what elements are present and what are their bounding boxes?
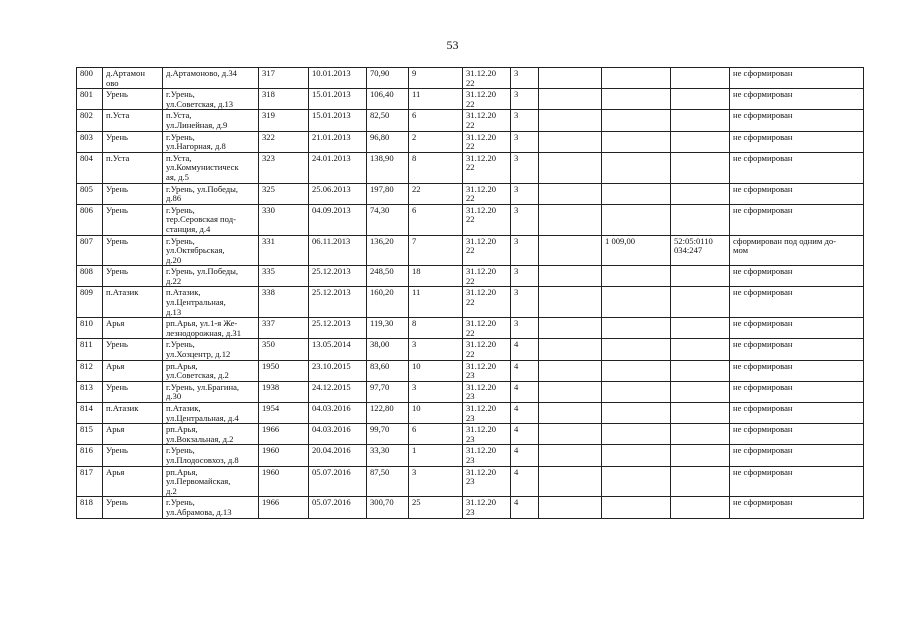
cell-land-area [602, 445, 671, 466]
cell-col7: 2 [409, 131, 463, 152]
cell-term: 31.12.20 23 [463, 403, 511, 424]
cell-cadastral-number [671, 131, 730, 152]
cell-col4: 331 [259, 235, 309, 266]
cell-col10 [539, 131, 602, 152]
cell-col10 [539, 266, 602, 287]
table-row [77, 266, 864, 287]
cell-locality: Урень [103, 339, 163, 360]
cell-term: 31.12.20 22 [463, 204, 511, 235]
cell-land-area [602, 497, 671, 518]
cell-cadastral-number [671, 204, 730, 235]
cell-locality: Урень [103, 266, 163, 287]
cell-col7: 8 [409, 318, 463, 339]
cell-col7: 6 [409, 110, 463, 131]
cell-col7: 8 [409, 152, 463, 183]
cell-col9: 4 [511, 339, 539, 360]
cell-col4: 330 [259, 204, 309, 235]
cell-col9: 4 [511, 360, 539, 381]
cell-address: рп.Арья, ул.1-я Же- лезнодорожная, д.31 [163, 318, 259, 339]
cell-number: 817 [77, 466, 103, 497]
cell-col9: 3 [511, 89, 539, 110]
table-row [77, 110, 864, 131]
cell-col9: 3 [511, 110, 539, 131]
cell-address: г.Урень, ул.Победы, д.22 [163, 266, 259, 287]
cell-cadastral-number [671, 381, 730, 402]
cell-number: 813 [77, 381, 103, 402]
cell-date: 21.01.2013 [309, 131, 367, 152]
cell-cadastral-number [671, 403, 730, 424]
cell-col7: 11 [409, 287, 463, 318]
cell-term: 31.12.20 23 [463, 497, 511, 518]
cell-date: 24.01.2013 [309, 152, 367, 183]
table-row [77, 381, 864, 402]
cell-date: 06.11.2013 [309, 235, 367, 266]
cell-status: не сформирован [730, 318, 864, 339]
cell-status: не сформирован [730, 424, 864, 445]
cell-locality: Урень [103, 497, 163, 518]
cell-col9: 3 [511, 235, 539, 266]
cell-col10 [539, 445, 602, 466]
cell-col9: 3 [511, 152, 539, 183]
cell-locality: п.Уста [103, 152, 163, 183]
cell-area: 96,80 [367, 131, 409, 152]
cell-col4: 338 [259, 287, 309, 318]
cell-number: 809 [77, 287, 103, 318]
cell-land-area [602, 381, 671, 402]
cell-address: рп.Арья, ул.Вокзальная, д.2 [163, 424, 259, 445]
cell-number: 804 [77, 152, 103, 183]
cell-locality: Арья [103, 424, 163, 445]
cell-area: 160,20 [367, 287, 409, 318]
cell-area: 138,90 [367, 152, 409, 183]
cell-address: г.Урень, ул.Абрамова, д.13 [163, 497, 259, 518]
table-row [77, 497, 864, 518]
table-row [77, 131, 864, 152]
cell-cadastral-number [671, 497, 730, 518]
cell-locality: п.Уста [103, 110, 163, 131]
cell-col9: 3 [511, 68, 539, 89]
cell-col10 [539, 68, 602, 89]
cell-status: не сформирован [730, 445, 864, 466]
cell-number: 816 [77, 445, 103, 466]
cell-land-area [602, 131, 671, 152]
table-row [77, 360, 864, 381]
cell-cadastral-number [671, 424, 730, 445]
cell-col9: 3 [511, 266, 539, 287]
cell-area: 106,40 [367, 89, 409, 110]
cell-col9: 4 [511, 403, 539, 424]
cell-status: не сформирован [730, 403, 864, 424]
cell-area: 300,70 [367, 497, 409, 518]
cell-number: 806 [77, 204, 103, 235]
cell-col4: 323 [259, 152, 309, 183]
cell-cadastral-number [671, 339, 730, 360]
cell-col4: 325 [259, 183, 309, 204]
cell-date: 05.07.2016 [309, 466, 367, 497]
cell-date: 24.12.2015 [309, 381, 367, 402]
cell-locality: Урень [103, 204, 163, 235]
cell-locality: д.Артамон ово [103, 68, 163, 89]
cell-col10 [539, 360, 602, 381]
cell-col10 [539, 183, 602, 204]
cell-number: 803 [77, 131, 103, 152]
cell-locality: Урень [103, 235, 163, 266]
cell-number: 801 [77, 89, 103, 110]
cell-col9: 3 [511, 131, 539, 152]
cell-term: 31.12.20 22 [463, 68, 511, 89]
cell-area: 99,70 [367, 424, 409, 445]
cell-address: г.Урень, ул.Брагина, д.30 [163, 381, 259, 402]
cell-cadastral-number [671, 110, 730, 131]
cell-date: 15.01.2013 [309, 110, 367, 131]
cell-col10 [539, 110, 602, 131]
cell-address: п.Уста, ул.Коммунистическ ая, д.5 [163, 152, 259, 183]
cell-date: 23.10.2015 [309, 360, 367, 381]
cell-term: 31.12.20 22 [463, 318, 511, 339]
cell-address: п.Атазик, ул.Центральная, д.4 [163, 403, 259, 424]
cell-date: 05.07.2016 [309, 497, 367, 518]
cell-land-area [602, 360, 671, 381]
cell-term: 31.12.20 23 [463, 445, 511, 466]
cell-cadastral-number [671, 89, 730, 110]
cell-land-area [602, 110, 671, 131]
cell-area: 74,30 [367, 204, 409, 235]
cell-col7: 7 [409, 235, 463, 266]
cell-number: 807 [77, 235, 103, 266]
table-row [77, 287, 864, 318]
cell-status: не сформирован [730, 339, 864, 360]
cell-col7: 10 [409, 360, 463, 381]
cell-number: 811 [77, 339, 103, 360]
table-row [77, 466, 864, 497]
cell-status: не сформирован [730, 287, 864, 318]
cell-status: не сформирован [730, 131, 864, 152]
cell-status: не сформирован [730, 266, 864, 287]
cell-cadastral-number [671, 287, 730, 318]
cell-address: г.Урень, тер.Серовская под- станция, д.4 [163, 204, 259, 235]
cell-cadastral-number [671, 266, 730, 287]
cell-date: 13.05.2014 [309, 339, 367, 360]
cell-col9: 4 [511, 381, 539, 402]
cell-col9: 3 [511, 183, 539, 204]
table-row [77, 424, 864, 445]
cell-land-area [602, 424, 671, 445]
cell-locality: Урень [103, 131, 163, 152]
cell-col10 [539, 339, 602, 360]
cell-number: 818 [77, 497, 103, 518]
cell-land-area [602, 403, 671, 424]
cell-col10 [539, 89, 602, 110]
cell-col10 [539, 497, 602, 518]
cell-term: 31.12.20 22 [463, 152, 511, 183]
cell-cadastral-number [671, 318, 730, 339]
cell-col10 [539, 318, 602, 339]
cell-term: 31.12.20 22 [463, 235, 511, 266]
cell-term: 31.12.20 23 [463, 360, 511, 381]
cell-col10 [539, 204, 602, 235]
table-row [77, 68, 864, 89]
cell-area: 83,60 [367, 360, 409, 381]
cell-address: г.Урень, ул.Хозцентр, д.12 [163, 339, 259, 360]
cell-col7: 9 [409, 68, 463, 89]
cell-col9: 3 [511, 318, 539, 339]
cell-area: 122,80 [367, 403, 409, 424]
cell-col7: 3 [409, 339, 463, 360]
cell-col4: 317 [259, 68, 309, 89]
cell-term: 31.12.20 22 [463, 339, 511, 360]
cell-col7: 6 [409, 424, 463, 445]
cell-locality: Урень [103, 89, 163, 110]
cell-term: 31.12.20 23 [463, 424, 511, 445]
cell-col4: 1950 [259, 360, 309, 381]
cell-col7: 10 [409, 403, 463, 424]
cell-date: 25.12.2013 [309, 287, 367, 318]
cell-cadastral-number: 52:05:0110 034:247 [671, 235, 730, 266]
page-number: 53 [446, 38, 459, 52]
cell-col7: 11 [409, 89, 463, 110]
cell-cadastral-number [671, 152, 730, 183]
cell-col7: 25 [409, 497, 463, 518]
cell-cadastral-number [671, 466, 730, 497]
cell-locality: Урень [103, 183, 163, 204]
cell-col7: 1 [409, 445, 463, 466]
cell-land-area [602, 183, 671, 204]
cell-number: 808 [77, 266, 103, 287]
cell-land-area [602, 266, 671, 287]
cell-area: 87,50 [367, 466, 409, 497]
cell-term: 31.12.20 22 [463, 266, 511, 287]
cell-number: 802 [77, 110, 103, 131]
cell-date: 04.03.2016 [309, 403, 367, 424]
table-row [77, 339, 864, 360]
cell-status: не сформирован [730, 360, 864, 381]
cell-land-area [602, 466, 671, 497]
cell-area: 197,80 [367, 183, 409, 204]
cell-land-area [602, 339, 671, 360]
cell-col7: 18 [409, 266, 463, 287]
cell-cadastral-number [671, 183, 730, 204]
cell-area: 33,30 [367, 445, 409, 466]
cell-col7: 6 [409, 204, 463, 235]
cell-land-area [602, 204, 671, 235]
cell-col7: 3 [409, 381, 463, 402]
cell-col9: 4 [511, 424, 539, 445]
table-row [77, 152, 864, 183]
cell-col4: 337 [259, 318, 309, 339]
cell-status: сформирован под одним до- мом [730, 235, 864, 266]
cell-number: 815 [77, 424, 103, 445]
cell-address: п.Уста, ул.Линейная, д.9 [163, 110, 259, 131]
cell-term: 31.12.20 23 [463, 466, 511, 497]
cell-locality: Арья [103, 318, 163, 339]
cell-date: 04.09.2013 [309, 204, 367, 235]
cell-land-area [602, 68, 671, 89]
cell-area: 70,90 [367, 68, 409, 89]
cell-col4: 335 [259, 266, 309, 287]
table-row [77, 235, 864, 266]
cell-col7: 3 [409, 466, 463, 497]
cell-address: п.Атазик, ул.Центральная, д.13 [163, 287, 259, 318]
cell-col4: 1966 [259, 424, 309, 445]
cell-area: 136,20 [367, 235, 409, 266]
cell-address: г.Урень, ул.Советская, д.13 [163, 89, 259, 110]
cell-cadastral-number [671, 445, 730, 466]
cell-area: 97,70 [367, 381, 409, 402]
cell-number: 810 [77, 318, 103, 339]
cell-land-area [602, 89, 671, 110]
cell-locality: п.Атазик [103, 287, 163, 318]
cell-cadastral-number [671, 360, 730, 381]
cell-status: не сформирован [730, 183, 864, 204]
cell-land-area: 1 009,00 [602, 235, 671, 266]
table-body [77, 68, 864, 519]
cell-col9: 4 [511, 497, 539, 518]
cell-col10 [539, 403, 602, 424]
cell-col10 [539, 152, 602, 183]
cell-date: 25.12.2013 [309, 318, 367, 339]
cell-date: 15.01.2013 [309, 89, 367, 110]
cell-address: рп.Арья, ул.Советская, д.2 [163, 360, 259, 381]
cell-number: 814 [77, 403, 103, 424]
cell-col9: 4 [511, 466, 539, 497]
table-row [77, 403, 864, 424]
cell-cadastral-number [671, 68, 730, 89]
cell-col4: 1938 [259, 381, 309, 402]
cell-col4: 319 [259, 110, 309, 131]
cell-locality: п.Атазик [103, 403, 163, 424]
cell-term: 31.12.20 22 [463, 89, 511, 110]
registry-table [76, 67, 864, 519]
cell-status: не сформирован [730, 89, 864, 110]
cell-term: 31.12.20 22 [463, 183, 511, 204]
cell-col10 [539, 466, 602, 497]
cell-status: не сформирован [730, 381, 864, 402]
cell-date: 20.04.2016 [309, 445, 367, 466]
cell-locality: Урень [103, 381, 163, 402]
cell-col9: 4 [511, 445, 539, 466]
cell-term: 31.12.20 22 [463, 110, 511, 131]
cell-col10 [539, 381, 602, 402]
cell-status: не сформирован [730, 466, 864, 497]
cell-address: рп.Арья, ул.Первомайская, д.2 [163, 466, 259, 497]
cell-land-area [602, 152, 671, 183]
cell-area: 38,00 [367, 339, 409, 360]
cell-locality: Урень [103, 445, 163, 466]
cell-status: не сформирован [730, 152, 864, 183]
cell-area: 248,50 [367, 266, 409, 287]
cell-locality: Арья [103, 466, 163, 497]
cell-col4: 1960 [259, 445, 309, 466]
cell-number: 800 [77, 68, 103, 89]
table-row [77, 445, 864, 466]
cell-address: г.Урень, ул.Победы, д.86 [163, 183, 259, 204]
cell-col9: 3 [511, 287, 539, 318]
table-row [77, 183, 864, 204]
table-row [77, 204, 864, 235]
cell-number: 805 [77, 183, 103, 204]
cell-col10 [539, 287, 602, 318]
cell-col7: 22 [409, 183, 463, 204]
cell-col9: 3 [511, 204, 539, 235]
cell-status: не сформирован [730, 497, 864, 518]
cell-address: г.Урень, ул.Октябрьская, д.20 [163, 235, 259, 266]
cell-status: не сформирован [730, 68, 864, 89]
cell-term: 31.12.20 22 [463, 287, 511, 318]
cell-status: не сформирован [730, 204, 864, 235]
cell-term: 31.12.20 23 [463, 381, 511, 402]
cell-date: 25.12.2013 [309, 266, 367, 287]
table-row [77, 89, 864, 110]
cell-number: 812 [77, 360, 103, 381]
cell-area: 82,50 [367, 110, 409, 131]
cell-address: г.Урень, ул.Плодосовхоз, д.8 [163, 445, 259, 466]
cell-col4: 318 [259, 89, 309, 110]
cell-area: 119,30 [367, 318, 409, 339]
cell-status: не сформирован [730, 110, 864, 131]
cell-col4: 322 [259, 131, 309, 152]
cell-col4: 1954 [259, 403, 309, 424]
cell-col4: 1960 [259, 466, 309, 497]
cell-locality: Арья [103, 360, 163, 381]
cell-date: 25.06.2013 [309, 183, 367, 204]
cell-col4: 1966 [259, 497, 309, 518]
cell-col10 [539, 235, 602, 266]
cell-col4: 350 [259, 339, 309, 360]
cell-date: 04.03.2016 [309, 424, 367, 445]
table-row [77, 318, 864, 339]
cell-col10 [539, 424, 602, 445]
cell-address: г.Урень, ул.Нагорная, д.8 [163, 131, 259, 152]
cell-date: 10.01.2013 [309, 68, 367, 89]
cell-land-area [602, 287, 671, 318]
cell-address: д.Артамоново, д.34 [163, 68, 259, 89]
cell-land-area [602, 318, 671, 339]
cell-term: 31.12.20 22 [463, 131, 511, 152]
